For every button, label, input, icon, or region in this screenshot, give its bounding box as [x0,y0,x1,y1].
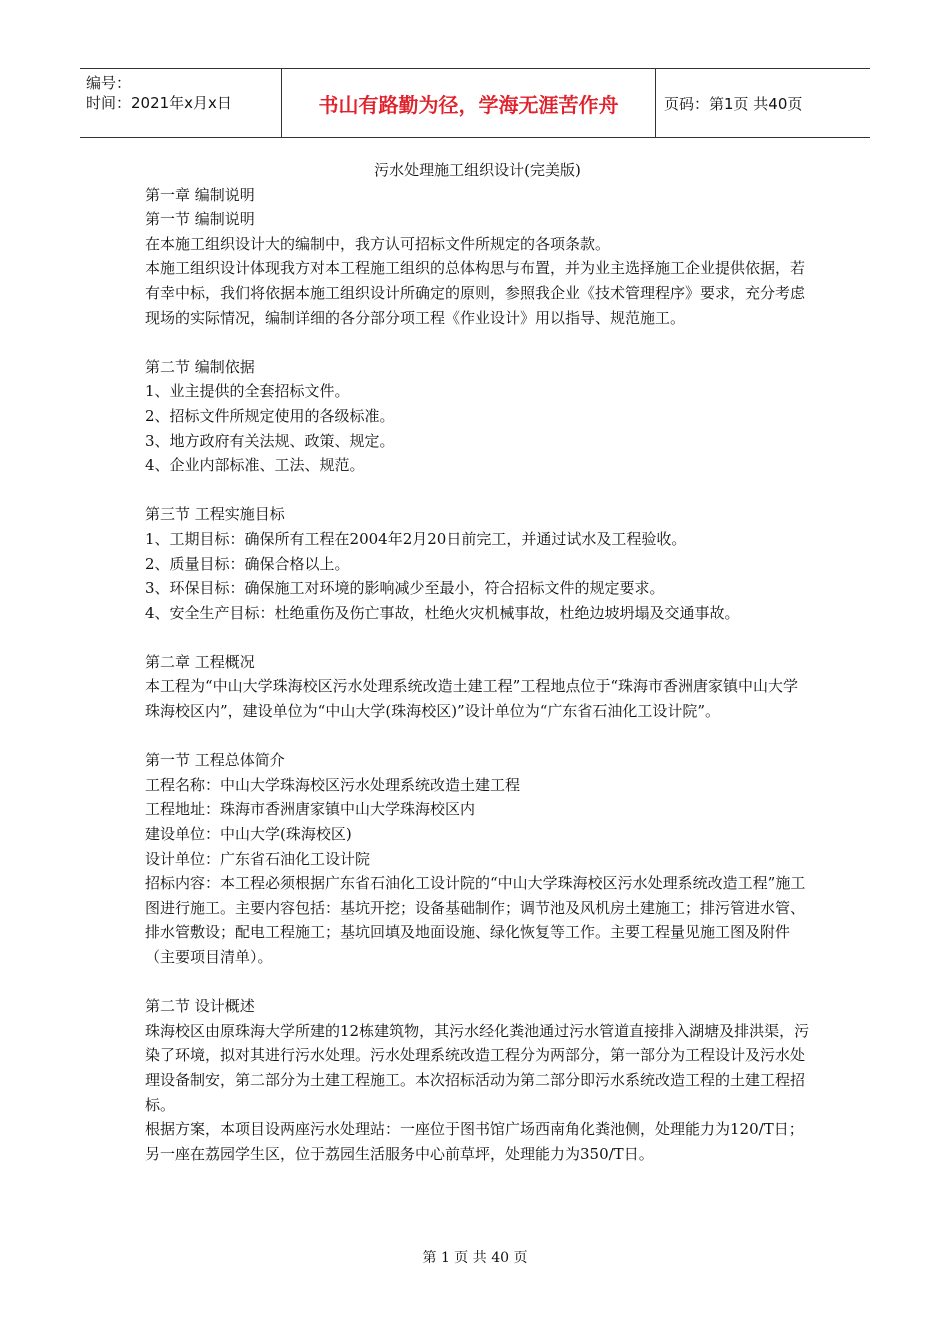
paragraph: 2、质量目标：确保合格以上。 [145,554,350,573]
section-heading: 第一章 编制说明 [145,185,255,204]
paragraph: 1、业主提供的全套招标文件。 [145,382,350,401]
number-label: 编号： [86,74,132,92]
blank-line [145,330,810,355]
section-heading: 第一节 编制说明 [145,210,255,229]
section-heading: 第一节 工程总体简介 [145,751,285,770]
document-blocks [145,183,810,1167]
paragraph: 根据方案，本项目设两座污水处理站：一座位于图书馆广场西南角化粪池侧，处理能力为120/T日；另一座在荔园学生区，位于荔园生活服务中心前草坪，处理能力为350/T日。 [145,1120,804,1163]
header-page-info: 页码：第1页 共40页 [664,94,803,113]
paragraph: 招标内容：本工程必须根据广东省石油化工设计院的“中山大学珠海校区污水处理系统改造工程”施工图进行施工。主要内容包括：基坑开挖；设备基础制作；调节池及风机房土建施工；排污管进水管、排水管敷设；配电工程施工；基坑回填及地面设施、绿化恢复等工作。主要工程量见施工图及附件（主要项目清单）。 [145,874,806,966]
page-header [80,68,870,138]
time-label: 时间：2021年x月x日 [86,94,232,112]
paragraph: 1、工期目标：确保所有工程在2004年2月20日前完工，并通过试水及工程验收。 [145,529,687,548]
paragraph: 4、企业内部标准、工法、规范。 [145,456,365,475]
paragraph: 建设单位：中山大学(珠海校区) [145,825,352,844]
paragraph: 珠海校区由原珠海大学所建的12栋建筑物，其污水经化粪池通过污水管道直接排入湖塘及排洪渠，污染了环境，拟对其进行污水处理。污水处理系统改造工程分为两部分，第一部分为工程设计及污水处理设备制安，第二部分为土建工程施工。本次招标活动为第二部分即污水系统改造工程的土建工程招标。 [145,1021,810,1114]
blank-line [145,724,810,749]
document-body [145,158,810,1166]
blank-line [145,970,810,995]
paragraph: 本施工组织设计体现我方对本工程施工组织的总体构思与布置，并为业主选择施工企业提供依据，若有幸中标，我们将依据本施工组织设计所确定的原则，参照我企业《技术管理程序》要求，充分考虑现场的实际情况，编制详细的各分部分项工程《作业设计》用以指导、规范施工。 [145,259,806,327]
paragraph: 3、地方政府有关法规、政策、规定。 [145,431,395,450]
page-footer: 第 1 页 共 40 页 [422,1250,528,1266]
paragraph: 在本施工组织设计大的编制中，我方认可招标文件所规定的各项条款。 [145,234,611,253]
document-title: 污水处理施工组织设计(完美版) [374,161,581,179]
paragraph: 工程地址：珠海市香洲唐家镇中山大学珠海校区内 [145,800,476,819]
section-heading: 第三节 工程实施目标 [145,505,285,524]
paragraph: 设计单位：广东省石油化工设计院 [145,849,371,868]
paragraph: 4、安全生产目标：杜绝重伤及伤亡事故，杜绝火灾机械事故，杜绝边坡坍塌及交通事故。 [145,603,740,622]
blank-line [145,478,810,503]
paragraph: 本工程为“中山大学珠海校区污水处理系统改造土建工程”工程地点位于“珠海市香洲唐家镇中山大学珠海校区内”，建设单位为“中山大学(珠海校区)”设计单位为“广东省石油化工设计院”。 [145,677,799,721]
blank-line [145,625,810,650]
section-heading: 第二节 设计概述 [145,997,255,1016]
header-meta [80,69,282,137]
header-motto: 书山有路勤为径，学海无涯苦作舟 [282,69,656,137]
paragraph: 3、环保目标：确保施工对环境的影响减少至最小，符合招标文件的规定要求。 [145,579,665,598]
section-heading: 第二节 编制依据 [145,357,255,376]
paragraph: 工程名称：中山大学珠海校区污水处理系统改造土建工程 [145,775,521,794]
section-heading: 第二章 工程概况 [145,652,255,671]
paragraph: 2、招标文件所规定使用的各级标准。 [145,406,395,425]
